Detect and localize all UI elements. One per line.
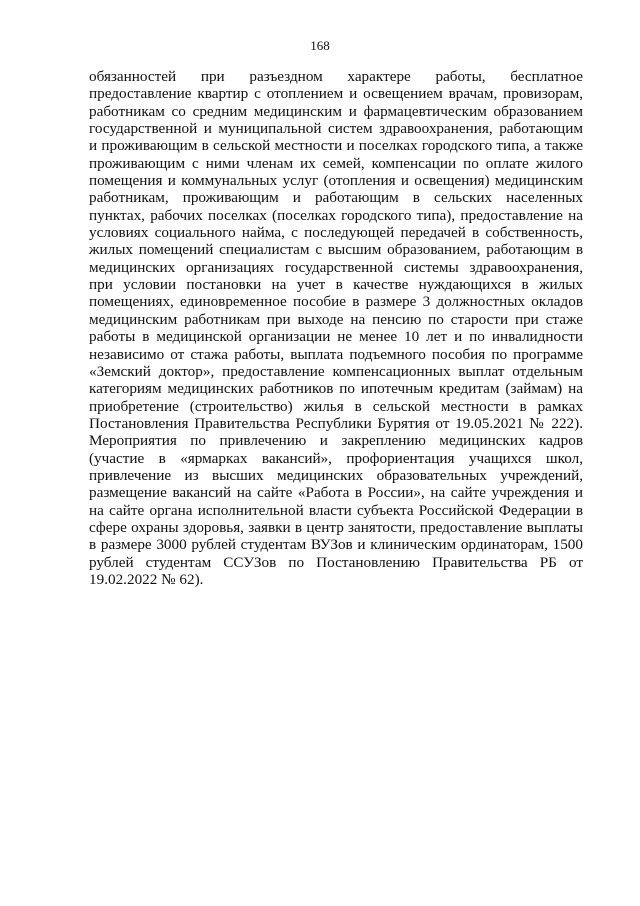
- text-line: (участие в «ярмарках вакансий», профориентация учащихся школ,: [89, 449, 583, 467]
- text-line: размещение вакансий на сайте «Работа в России», на сайте учреждения и: [89, 484, 583, 502]
- text-line: жилых помещений специалистам с высшим образованием, работающим в: [89, 241, 583, 259]
- text-line: независимо от стажа работы, выплата подъемного пособия по программе: [89, 345, 583, 363]
- body-text: [89, 68, 583, 588]
- text-line: работникам, проживающим и работающим в сельских населенных: [89, 189, 583, 207]
- page-number: 168: [310, 38, 330, 53]
- text-line: помещения и коммунальных услуг (отопления и освещения) медицинским: [89, 172, 583, 190]
- text-line: категориям медицинских работников по ипотечным кредитам (займам) на: [89, 380, 583, 398]
- text-line: проживающим с ними членам их семей, компенсации по оплате жилого: [89, 154, 583, 172]
- text-line: медицинских организациях государственной системы здравоохранения,: [89, 258, 583, 276]
- text-line: Мероприятия по привлечению и закреплению медицинских кадров: [89, 432, 583, 450]
- text-line: работникам со средним медицинским и фармацевтическим образованием: [89, 102, 583, 120]
- text-line: и проживающим в сельской местности и поселках городского типа, а также: [89, 137, 583, 155]
- text-line: обязанностей при разъездном характере работы, бесплатное: [89, 68, 583, 85]
- text-line: Постановления Правительства Республики Бурятия от 19.05.2021 № 222).: [89, 414, 583, 432]
- text-line: 19.02.2022 № 62).: [89, 570, 204, 588]
- text-line: государственной и муниципальной систем здравоохранения, работающим: [89, 120, 583, 138]
- text-line: работы в медицинской организации не менее 10 лет и по инвалидности: [89, 328, 583, 346]
- text-line: при условии постановки на учет в качестве нуждающихся в жилых: [89, 276, 583, 294]
- text-line: предоставление квартир с отоплением и освещением врачам, провизорам,: [89, 85, 583, 103]
- text-line: пунктах, рабочих поселках (поселках городского типа), предоставление на: [89, 206, 583, 224]
- text-line: «Земский доктор», предоставление компенсационных выплат отдельным: [89, 362, 583, 380]
- text-line: на сайте органа исполнительной власти субъекта Российской Федерации в: [89, 501, 583, 519]
- text-line: условиях социального найма, с последующей передачей в собственность,: [89, 224, 583, 242]
- text-line: сфере охраны здоровья, заявки в центр занятости, предоставление выплаты: [89, 518, 583, 536]
- text-line: медицинским работникам при выходе на пенсию по старости при стаже: [89, 310, 583, 328]
- text-line: привлечение из высших медицинских образовательных учреждений,: [89, 466, 583, 484]
- text-line: в размере 3000 рублей студентам ВУЗов и клиническим ординаторам, 1500: [89, 536, 583, 554]
- text-line: помещениях, единовременное пособие в размере 3 должностных окладов: [89, 293, 583, 311]
- text-line: приобретение (строительство) жилья в сельской местности в рамках: [89, 397, 583, 415]
- text-line: рублей студентам ССУЗов по Постановлению Правительства РБ от: [89, 553, 583, 571]
